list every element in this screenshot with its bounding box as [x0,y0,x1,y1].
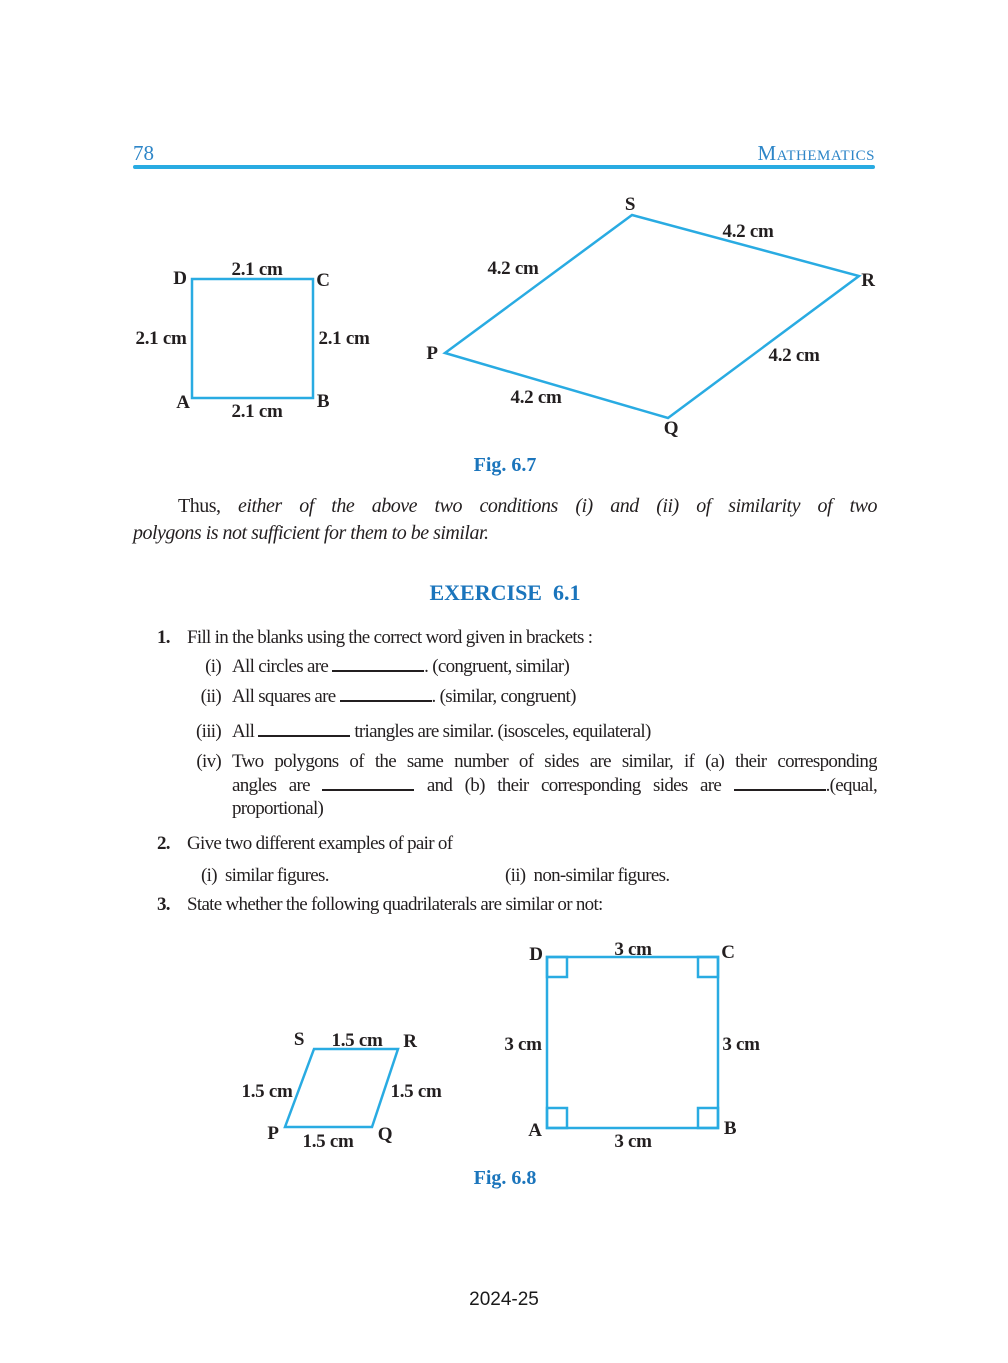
fill-blank [734,787,826,791]
q1-item-iii-text [232,721,651,743]
fig68-parallelogram-pqrs [285,1049,398,1127]
fig67-side-ab-label: 2.1 cm [231,401,283,422]
header-rule [133,165,875,169]
fig68-side-qr-label: 1.5 cm [390,1081,442,1102]
fig67-vertex-d-label: D [173,268,187,289]
q1-i-pre: All circles are [232,656,329,677]
fig68-vertex-q-label: Q [377,1124,393,1145]
right-angle-mark-d [547,957,567,977]
summary-paragraph-line1 [133,495,877,522]
figure-6-7 [130,185,880,445]
question-1 [133,627,877,653]
question-1-text: Fill in the blanks using the correct word given in brackets : [187,627,593,648]
fig68-vertex-b-label: B [723,1118,737,1139]
q1-ii-post: . (similar, congruent) [431,686,576,707]
fig68-vertex-a-label: A [528,1120,542,1141]
q2-item-ii-text: non-similar figures. [533,865,670,886]
q2-item-ii-label: (ii) [505,865,526,886]
q1-iii-pre: All [232,721,255,742]
exercise-heading: EXERCISE 6.1 [429,580,581,605]
paragraph-italic-2: polygons is not sufficient for them to be similar. [133,522,489,544]
q1-item-iii-label: (iii) [196,721,221,742]
fig67-vertex-s-label: S [624,194,636,215]
fig68-side-ab-label: 3 cm [614,1131,652,1152]
summary-paragraph-line2 [133,522,489,545]
fig67-side-dc-label: 2.1 cm [231,259,283,280]
q1-item-i-label: (i) [205,656,221,677]
q1-iv-l2a: angles are [232,775,310,796]
fig67-side-da-label: 2.1 cm [135,328,187,349]
fig67-vertex-b-label: B [316,391,330,412]
fig68-vertex-r-label: R [403,1031,417,1052]
fig67-vertex-c-label: C [316,270,330,291]
fig68-vertex-s-label: S [293,1029,305,1050]
q2-items [133,865,877,891]
question-2 [133,833,877,859]
fig68-vertex-c-label: C [721,942,735,963]
figure-6-8 [130,925,880,1160]
q2-item-i-label: (i) [201,865,217,886]
fig68-side-da-label: 3 cm [504,1034,542,1055]
fig68-vertex-d-label: D [529,944,543,965]
q1-iv-l2c: .(equal, [825,775,877,796]
fig67-side-rq-label: 4.2 cm [768,345,820,366]
fig67-vertex-r-label: R [861,270,875,291]
q1-item-i-text [232,656,569,678]
paragraph-lead: Thus, [178,495,221,517]
question-2-text: Give two different examples of pair of [187,833,453,854]
q2-item-i [201,865,329,887]
q1-ii-pre: All squares are [232,686,336,707]
fill-blank [322,787,414,791]
fig67-vertex-p-label: P [426,343,438,364]
fig68-vertex-p-label: P [267,1123,279,1144]
q1-iii-post: triangles are similar. (isosceles, equilateral) [354,721,651,742]
fig67-side-pq-label: 4.2 cm [510,387,562,408]
q2-item-i-text: similar figures. [224,865,329,886]
fig68-side-pq-label: 1.5 cm [302,1131,354,1152]
fig68-side-cb-label: 3 cm [722,1034,760,1055]
page-number: 78 [133,141,154,165]
fill-blank [332,668,424,672]
fig67-caption: Fig. 6.7 [473,454,537,476]
fig67-side-ps-label: 4.2 cm [487,258,539,279]
fig67-vertex-a-label: A [176,392,190,413]
q1-i-post: . (congruent, similar) [424,656,570,677]
q1-item-iv-line1: Two polygons of the same number of sides are similar, if (a) their corresponding [232,751,877,772]
question-1-number: 1. [157,627,170,648]
right-angle-mark-b [698,1108,718,1128]
right-angle-mark-a [547,1108,567,1128]
fig67-vertex-q-label: Q [663,418,679,439]
q1-item-ii-text [232,686,576,708]
fill-blank [258,733,350,737]
fig68-side-dc-label: 3 cm [614,939,652,960]
question-3-number: 3. [157,894,170,915]
question-3 [133,894,877,920]
paragraph-italic-1: either of the above two conditions (i) and (ii) of similarity of two [238,495,877,517]
right-angle-mark-c [698,957,718,977]
fig67-side-cb-label: 2.1 cm [318,328,370,349]
q1-item-iii [133,721,877,747]
fig68-square-abcd [547,957,718,1128]
fig67-side-sr-label: 4.2 cm [722,221,774,242]
fig68-side-sr-label: 1.5 cm [331,1030,383,1051]
q2-item-ii [505,865,669,887]
fig67-square-abcd [192,279,313,398]
q1-item-ii [133,686,877,712]
q1-item-ii-label: (ii) [200,686,221,707]
footer-edition: 2024-25 [469,1289,539,1310]
header-title: Mathematics [757,141,875,165]
q1-iv-l2b: and (b) their corresponding sides are [426,775,722,796]
fig68-caption: Fig. 6.8 [473,1167,537,1189]
q1-item-i [133,656,877,682]
question-2-number: 2. [157,833,170,854]
question-3-text: State whether the following quadrilaterals are similar or not: [187,894,603,915]
fig68-side-ps-label: 1.5 cm [241,1081,293,1102]
q1-item-iv-line3: proportional) [232,798,324,819]
fill-blank [340,698,432,702]
q1-item-iv-label: (iv) [196,751,221,772]
fig67-quad-pqrs [445,215,859,418]
